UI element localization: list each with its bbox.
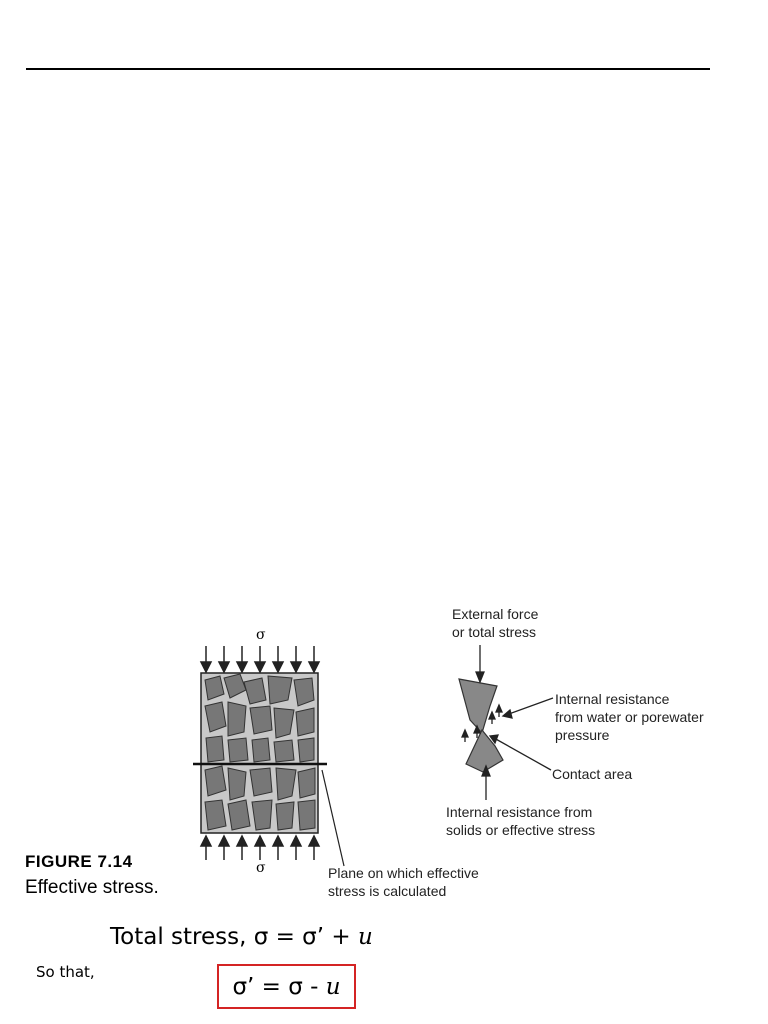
solids-resistance-line-2: solids or effective stress — [446, 822, 596, 838]
contact-area-label: Contact area — [552, 766, 633, 782]
solids-resistance-line-1: Internal resistance from — [446, 804, 593, 820]
effective-stress-equation-box — [217, 964, 356, 1009]
figure-caption: Effective stress. — [25, 877, 159, 898]
porewater-symbol: u — [357, 924, 373, 950]
upper-particle — [459, 679, 497, 733]
plane-label-line-2: stress is calculated — [328, 883, 447, 899]
plane-leader-line — [322, 770, 344, 866]
total-stress-text: Total stress, σ = σ’ + — [110, 924, 358, 950]
porewater-symbol-2: u — [325, 973, 341, 1000]
plane-label-line-1: Plane on which effective — [328, 865, 479, 881]
total-stress-equation — [110, 924, 373, 950]
figure-number: FIGURE 7.14 — [25, 852, 133, 871]
water-resistance-line-2: from water or porewater — [555, 709, 704, 725]
top-load-arrows — [201, 646, 319, 672]
sigma-bottom-label: σ — [256, 860, 266, 876]
water-resistance-line-1: Internal resistance — [555, 691, 670, 707]
effective-stress-equation — [232, 974, 340, 1000]
external-force-line-2: or total stress — [452, 624, 537, 640]
effective-stress-text: σ’ = σ - — [232, 973, 326, 1000]
water-resistance-line-3: pressure — [555, 727, 610, 743]
plane-label — [328, 864, 479, 900]
so-that-text: So that, — [36, 963, 95, 981]
sigma-top-label: σ — [256, 627, 266, 643]
water-resistance-label — [555, 690, 704, 744]
external-force-line-1: External force — [452, 606, 539, 622]
bottom-load-arrows — [201, 836, 319, 860]
external-force-label — [452, 605, 538, 641]
solids-resistance-label — [446, 803, 595, 839]
